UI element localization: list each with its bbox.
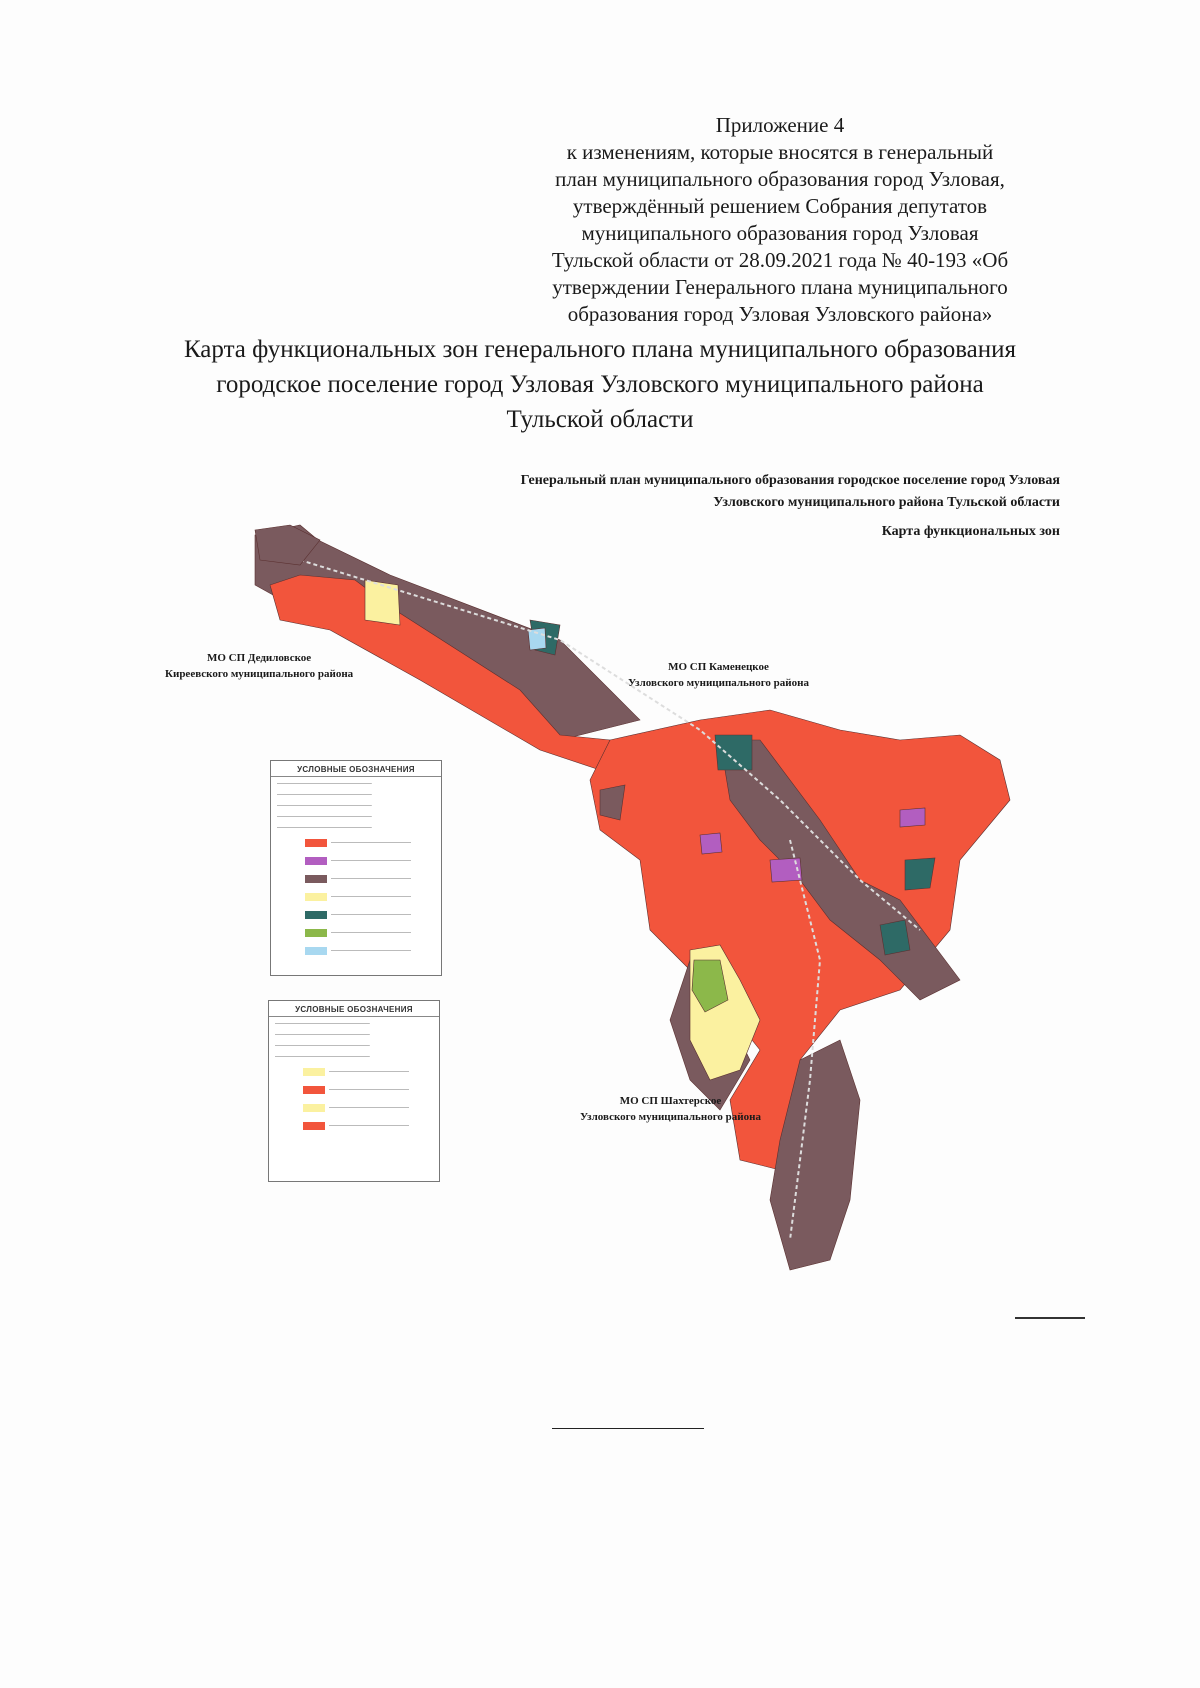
legend-swatch-row (269, 1099, 439, 1117)
zone-public-2 (900, 808, 925, 827)
region-label-line: Узловского муниципального района (580, 1111, 761, 1123)
zone-park-east (905, 858, 935, 890)
region-label-line: МО СП Каменецкое (668, 661, 769, 673)
region-label-shakhterskoe (580, 1093, 761, 1125)
legend-swatch-red-icon (303, 1122, 325, 1130)
legend-row (275, 1041, 433, 1050)
map-title-line: Генеральный план муниципального образования городское поселение город Узловая (520, 473, 1060, 488)
region-label-line: МО СП Дедиловское (206, 652, 312, 664)
legend-row (277, 790, 435, 799)
legend-swatch-green (305, 929, 327, 937)
legend-swatch-public (305, 857, 327, 865)
legend-row (277, 823, 435, 832)
scale-bar (1015, 1317, 1085, 1319)
appendix-line: Тульской области от 28.09.2021 года № 40-193 «Об (551, 248, 1009, 272)
map-title (521, 470, 1060, 514)
document-title-line: городское поселение город Узловая Узловского муниципального района (216, 371, 984, 398)
appendix-line: муниципального образования город Узловая (581, 221, 979, 245)
legend-row (275, 1030, 433, 1039)
appendix-line: к изменениям, которые вносятся в генеральный (566, 140, 994, 164)
region-label-line: Узловского муниципального района (628, 677, 809, 689)
region-label-line: Киреевского муниципального района (165, 668, 354, 680)
legend-swatch-row (271, 924, 441, 942)
appendix-line: утверждении Генерального плана муниципального (552, 275, 1008, 299)
region-label-dedilovskoe (165, 650, 353, 682)
appendix-line: Приложение 4 (715, 113, 845, 137)
appendix-line: план муниципального образования город Узловая, (555, 167, 1005, 191)
legend-swatch-yellow-icon (303, 1104, 325, 1112)
zone-park-center (880, 920, 910, 955)
legend-swatch-yellow-icon (303, 1068, 325, 1076)
legend-swatch-row (271, 888, 441, 906)
legend-swatch-row (271, 870, 441, 888)
legend-title: УСЛОВНЫЕ ОБОЗНАЧЕНИЯ (271, 761, 441, 777)
legend-swatch-red-icon (303, 1086, 325, 1094)
document-title-line: Тульской области (506, 406, 694, 433)
legend-swatch-row (271, 942, 441, 960)
document-title-line: Карта функциональных зон генерального плана муниципального образования (183, 336, 1017, 363)
region-label-line: МО СП Шахтерское (619, 1095, 722, 1107)
legend-swatch-row (271, 906, 441, 924)
legend-primary (270, 760, 442, 976)
legend-row (277, 812, 435, 821)
appendix-line: образования город Узловая Узловского района» (567, 302, 993, 326)
legend-swatch-row (269, 1081, 439, 1099)
legend-swatch-residential (305, 839, 327, 847)
legend-swatch-industrial (305, 875, 327, 883)
legend-swatch-row (269, 1063, 439, 1081)
legend-title: УСЛОВНЫЕ ОБОЗНАЧЕНИЯ (269, 1001, 439, 1017)
legend-secondary (268, 1000, 440, 1182)
legend-swatch-row (271, 852, 441, 870)
zone-public-3 (700, 833, 722, 854)
zone-park-ne (715, 735, 752, 770)
legend-row (275, 1052, 433, 1061)
map-title-line: Узловского муниципального района Тульской области (713, 495, 1060, 510)
legend-row (275, 1019, 433, 1028)
zone-agricultural-nw (365, 580, 400, 625)
separator-line (552, 1428, 704, 1429)
legend-swatch-row (269, 1117, 439, 1135)
legend-swatch-park (305, 911, 327, 919)
appendix-line: утверждённый решением Собрания депутатов (572, 194, 988, 218)
legend-swatch-water (305, 947, 327, 955)
region-label-kamenetskoe (628, 659, 809, 691)
legend-row (277, 801, 435, 810)
map-subtitle: Карта функциональных зон (881, 524, 1060, 539)
legend-row (277, 779, 435, 788)
legend-swatch-agricultural (305, 893, 327, 901)
legend-swatch-row (271, 834, 441, 852)
zone-industrial-nw (255, 525, 640, 740)
